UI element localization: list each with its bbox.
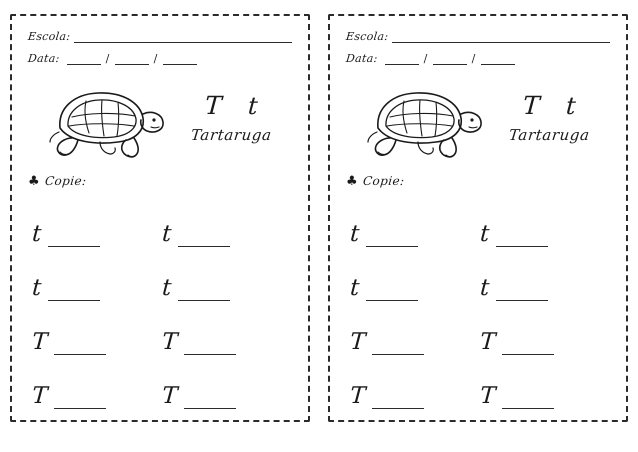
field-data-year-line[interactable] bbox=[481, 55, 515, 65]
field-escola bbox=[28, 30, 292, 43]
practice-trace-line[interactable] bbox=[48, 236, 100, 247]
field-escola-label: Escola: bbox=[27, 30, 72, 43]
practice-model: T bbox=[479, 383, 497, 409]
practice-cell[interactable] bbox=[32, 355, 162, 411]
practice-trace-line[interactable] bbox=[48, 290, 100, 301]
field-data-label: Data: bbox=[27, 52, 61, 65]
practice-trace-line[interactable] bbox=[496, 236, 548, 247]
field-data-day-line[interactable] bbox=[67, 55, 101, 65]
practice-cell[interactable] bbox=[162, 301, 292, 357]
field-data-day-line[interactable] bbox=[385, 55, 419, 65]
date-separator-1: / bbox=[105, 52, 110, 65]
club-icon: ♣ bbox=[28, 173, 40, 189]
field-escola-line[interactable] bbox=[392, 33, 610, 43]
letter-word-block bbox=[488, 76, 610, 144]
practice-cell[interactable] bbox=[162, 355, 292, 411]
practice-cell[interactable] bbox=[162, 247, 292, 303]
field-data-month-line[interactable] bbox=[115, 55, 149, 65]
practice-trace-line[interactable] bbox=[366, 290, 418, 301]
copie-heading bbox=[346, 174, 610, 188]
letter-word-block bbox=[170, 76, 292, 144]
copie-heading bbox=[28, 174, 292, 188]
practice-cell[interactable] bbox=[480, 193, 610, 249]
practice-grid bbox=[28, 194, 292, 410]
practice-cell[interactable] bbox=[162, 193, 292, 249]
field-escola bbox=[346, 30, 610, 43]
practice-model: t bbox=[161, 275, 173, 301]
copie-label: Copie: bbox=[361, 174, 405, 188]
copie-label: Copie: bbox=[43, 174, 87, 188]
turtle-icon bbox=[42, 76, 170, 168]
field-data-month-line[interactable] bbox=[433, 55, 467, 65]
worksheet-card bbox=[328, 14, 628, 422]
date-separator-1: / bbox=[423, 52, 428, 65]
field-data bbox=[346, 52, 610, 65]
practice-trace-line[interactable] bbox=[184, 398, 236, 409]
practice-cell[interactable] bbox=[350, 301, 480, 357]
practice-model: t bbox=[31, 221, 43, 247]
practice-model: T bbox=[349, 383, 367, 409]
letter-pair bbox=[523, 88, 575, 118]
practice-model: t bbox=[479, 221, 491, 247]
date-separator-2: / bbox=[471, 52, 476, 65]
worksheet-card bbox=[10, 14, 310, 422]
practice-trace-line[interactable] bbox=[366, 236, 418, 247]
practice-cell[interactable] bbox=[32, 301, 162, 357]
practice-cell[interactable] bbox=[32, 193, 162, 249]
practice-model: t bbox=[31, 275, 43, 301]
date-separator-2: / bbox=[153, 52, 158, 65]
practice-trace-line[interactable] bbox=[54, 398, 106, 409]
practice-trace-line[interactable] bbox=[178, 236, 230, 247]
word-label: Tartaruga bbox=[507, 126, 591, 144]
illustration-block bbox=[28, 76, 292, 168]
field-escola-label: Escola: bbox=[345, 30, 390, 43]
practice-model: t bbox=[349, 221, 361, 247]
practice-cell[interactable] bbox=[350, 355, 480, 411]
practice-trace-line[interactable] bbox=[178, 290, 230, 301]
letter-pair bbox=[205, 88, 257, 118]
letter-uppercase: T bbox=[521, 91, 541, 120]
practice-model: t bbox=[161, 221, 173, 247]
practice-cell[interactable] bbox=[480, 355, 610, 411]
practice-trace-line[interactable] bbox=[184, 344, 236, 355]
practice-model: T bbox=[479, 329, 497, 355]
practice-cell[interactable] bbox=[32, 247, 162, 303]
field-data bbox=[28, 52, 292, 65]
turtle-icon bbox=[360, 76, 488, 168]
practice-model: T bbox=[161, 329, 179, 355]
practice-model: t bbox=[479, 275, 491, 301]
practice-cell[interactable] bbox=[350, 193, 480, 249]
letter-lowercase: t bbox=[564, 92, 577, 120]
illustration-block bbox=[346, 76, 610, 168]
practice-model: t bbox=[349, 275, 361, 301]
practice-cell[interactable] bbox=[480, 247, 610, 303]
field-data-year-line[interactable] bbox=[163, 55, 197, 65]
field-data-label: Data: bbox=[345, 52, 379, 65]
letter-uppercase: T bbox=[203, 91, 223, 120]
practice-trace-line[interactable] bbox=[54, 344, 106, 355]
letter-lowercase: t bbox=[246, 92, 259, 120]
field-escola-line[interactable] bbox=[74, 33, 292, 43]
practice-model: T bbox=[349, 329, 367, 355]
word-label: Tartaruga bbox=[189, 126, 273, 144]
practice-cell[interactable] bbox=[480, 301, 610, 357]
practice-trace-line[interactable] bbox=[372, 344, 424, 355]
practice-model: T bbox=[31, 383, 49, 409]
practice-cell[interactable] bbox=[350, 247, 480, 303]
club-icon: ♣ bbox=[346, 173, 358, 189]
practice-model: T bbox=[31, 329, 49, 355]
practice-grid bbox=[346, 194, 610, 410]
practice-trace-line[interactable] bbox=[372, 398, 424, 409]
practice-trace-line[interactable] bbox=[502, 344, 554, 355]
practice-model: T bbox=[161, 383, 179, 409]
practice-trace-line[interactable] bbox=[502, 398, 554, 409]
practice-trace-line[interactable] bbox=[496, 290, 548, 301]
